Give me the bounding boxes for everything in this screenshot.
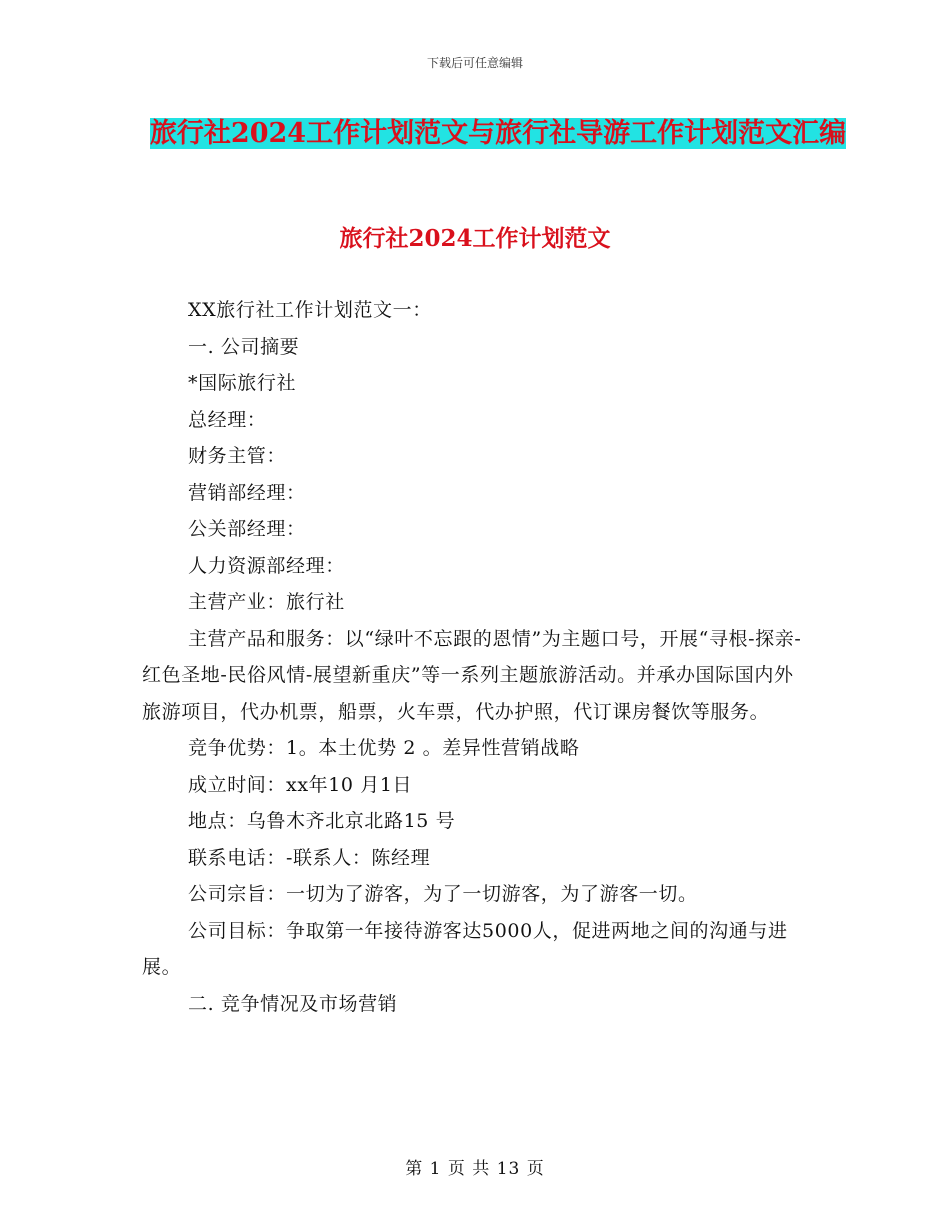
paragraph: 财务主管： bbox=[188, 445, 287, 467]
page-footer: 第 1 页 共 13 页 bbox=[405, 1159, 545, 1179]
paragraph: *国际旅行社 bbox=[188, 372, 297, 394]
paragraph: 公司目标：争取第一年接待游客达5000人，促进两地之间的沟通与进展。 bbox=[142, 919, 788, 978]
paragraph: 营销部经理： bbox=[188, 481, 306, 504]
section-title: 旅行社2024工作计划范文 bbox=[339, 225, 611, 252]
document-title bbox=[140, 112, 856, 156]
paragraph: XX旅行社工作计划范文一： bbox=[188, 299, 432, 321]
document-title-text: 旅行社2024工作计划范文与旅行社导游工作计划范文汇编 bbox=[149, 118, 847, 149]
document-body bbox=[142, 292, 810, 1022]
paragraph: 成立时间：xx年10 月1日 bbox=[188, 773, 413, 796]
paragraph: 联系电话：-联系人：陈经理 bbox=[188, 846, 431, 869]
page-header-note: 下载后可任意编辑 bbox=[426, 56, 523, 70]
paragraph: 二. 竞争情况及市场营销 bbox=[188, 992, 398, 1015]
paragraph: 总经理： bbox=[188, 408, 267, 431]
paragraph: 人力资源部经理： bbox=[188, 554, 345, 577]
paragraph: 主营产业：旅行社 bbox=[188, 591, 345, 613]
paragraph: 竞争优势：1。本土优势 2 。差异性营销战略 bbox=[188, 737, 580, 759]
paragraph: 地点：乌鲁木齐北京北路15 号 bbox=[188, 810, 456, 832]
paragraph: 公关部经理： bbox=[188, 518, 306, 540]
paragraph: 主营产品和服务：以“绿叶不忘跟的恩情”为主题口号，开展“寻根-探亲-红色圣地-民俗风情-展望新重庆”等一系列主题旅游活动。并承办国际国内外旅游项目，代办机票，船票，火车票，代办护照，代订课房餐饮等服务。 bbox=[142, 627, 802, 723]
paragraph: 一. 公司摘要 bbox=[188, 335, 300, 358]
paragraph: 公司宗旨：一切为了游客，为了一切游客，为了游客一切。 bbox=[188, 883, 698, 905]
